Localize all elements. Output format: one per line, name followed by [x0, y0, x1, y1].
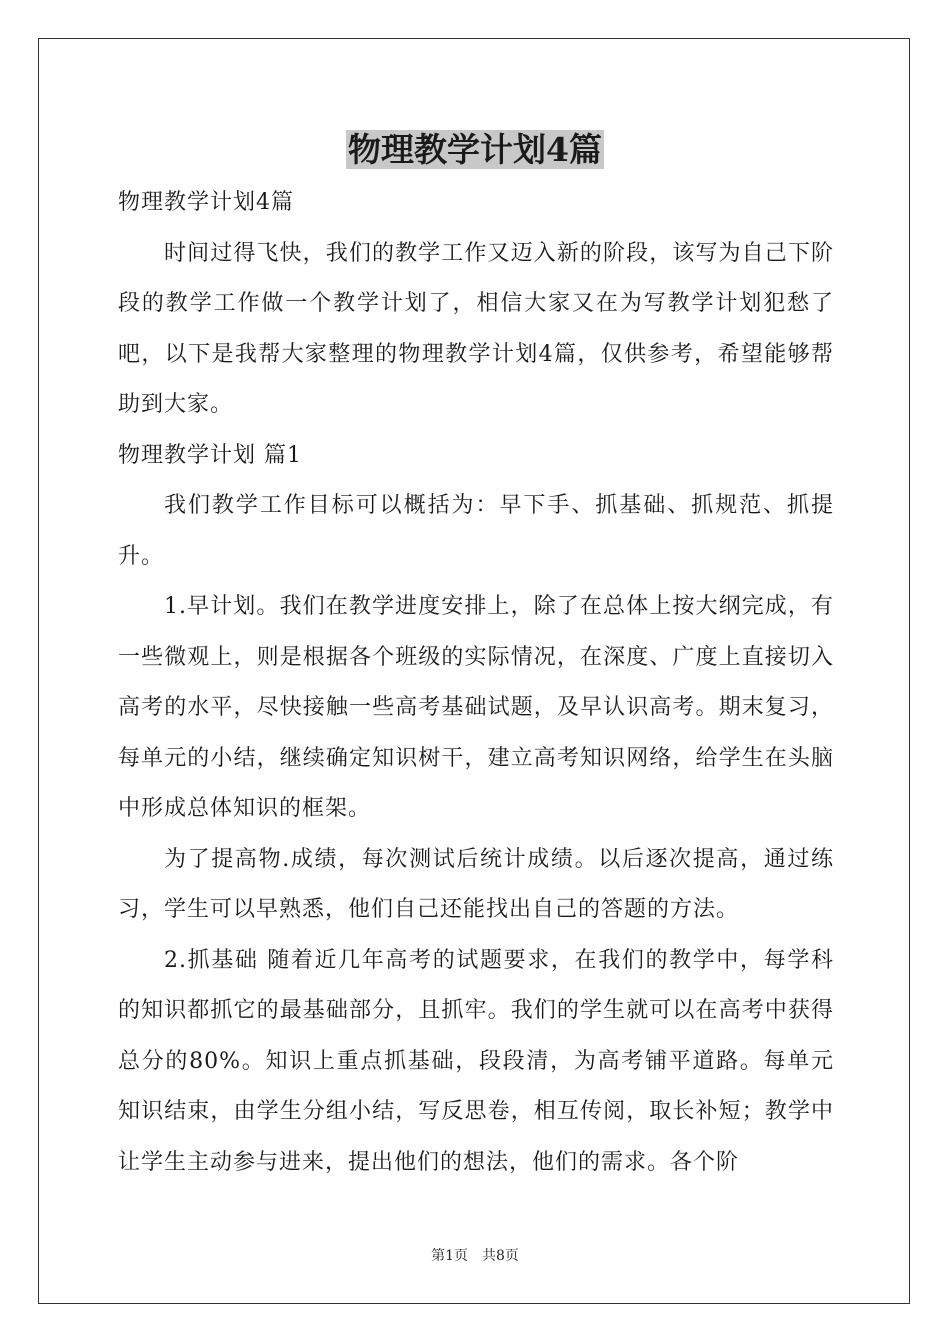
document-title	[0, 128, 950, 172]
section-heading: 物理教学计划 篇1	[118, 442, 302, 468]
intro-paragraph: 时间过得飞快，我们的教学工作又迈入新的阶段，该写为自己下阶段的教学工作做一个教学计划了，相信大家又在为写教学计划犯愁了吧，以下是我帮大家整理的物理教学计划4篇，仅供参考，希望能够帮助到大家。	[118, 240, 834, 417]
page-number-footer: 第1页 共8页	[431, 1248, 519, 1264]
document-body	[118, 178, 834, 1188]
body-paragraph: 2.抓基础 随着近几年高考的试题要求，在我们的教学中，每学科的知识都抓它的最基础部分，且抓牢。我们的学生就可以在高考中获得总分的80%。知识上重点抓基础，段段清，为高考铺平道路。每单元知识结束，由学生分组小结，写反思卷，相互传阅，取长补短；教学中让学生主动参与进来，提出他们的想法，他们的需求。各个阶	[118, 947, 834, 1175]
body-paragraph: 1.早计划。我们在教学进度安排上，除了在总体上按大纲完成，有一些微观上，则是根据各个班级的实际情况，在深度、广度上直接切入高考的水平，尽快接触一些高考基础试题，及早认识高考。期末复习，每单元的小结，继续确定知识树干，建立高考知识网络，给学生在头脑中形成总体知识的框架。	[118, 594, 834, 821]
body-paragraph: 我们教学工作目标可以概括为：早下手、抓基础、抓规范、抓提升。	[118, 493, 834, 569]
subtitle-paragraph: 物理教学计划4篇	[118, 190, 294, 215]
body-paragraph: 为了提高物.成绩，每次测试后统计成绩。以后逐次提高，通过练习，学生可以早熟悉，他们自己还能找出自己的答题的方法。	[118, 846, 834, 922]
document-title-text: 物理教学计划4篇	[348, 130, 602, 169]
